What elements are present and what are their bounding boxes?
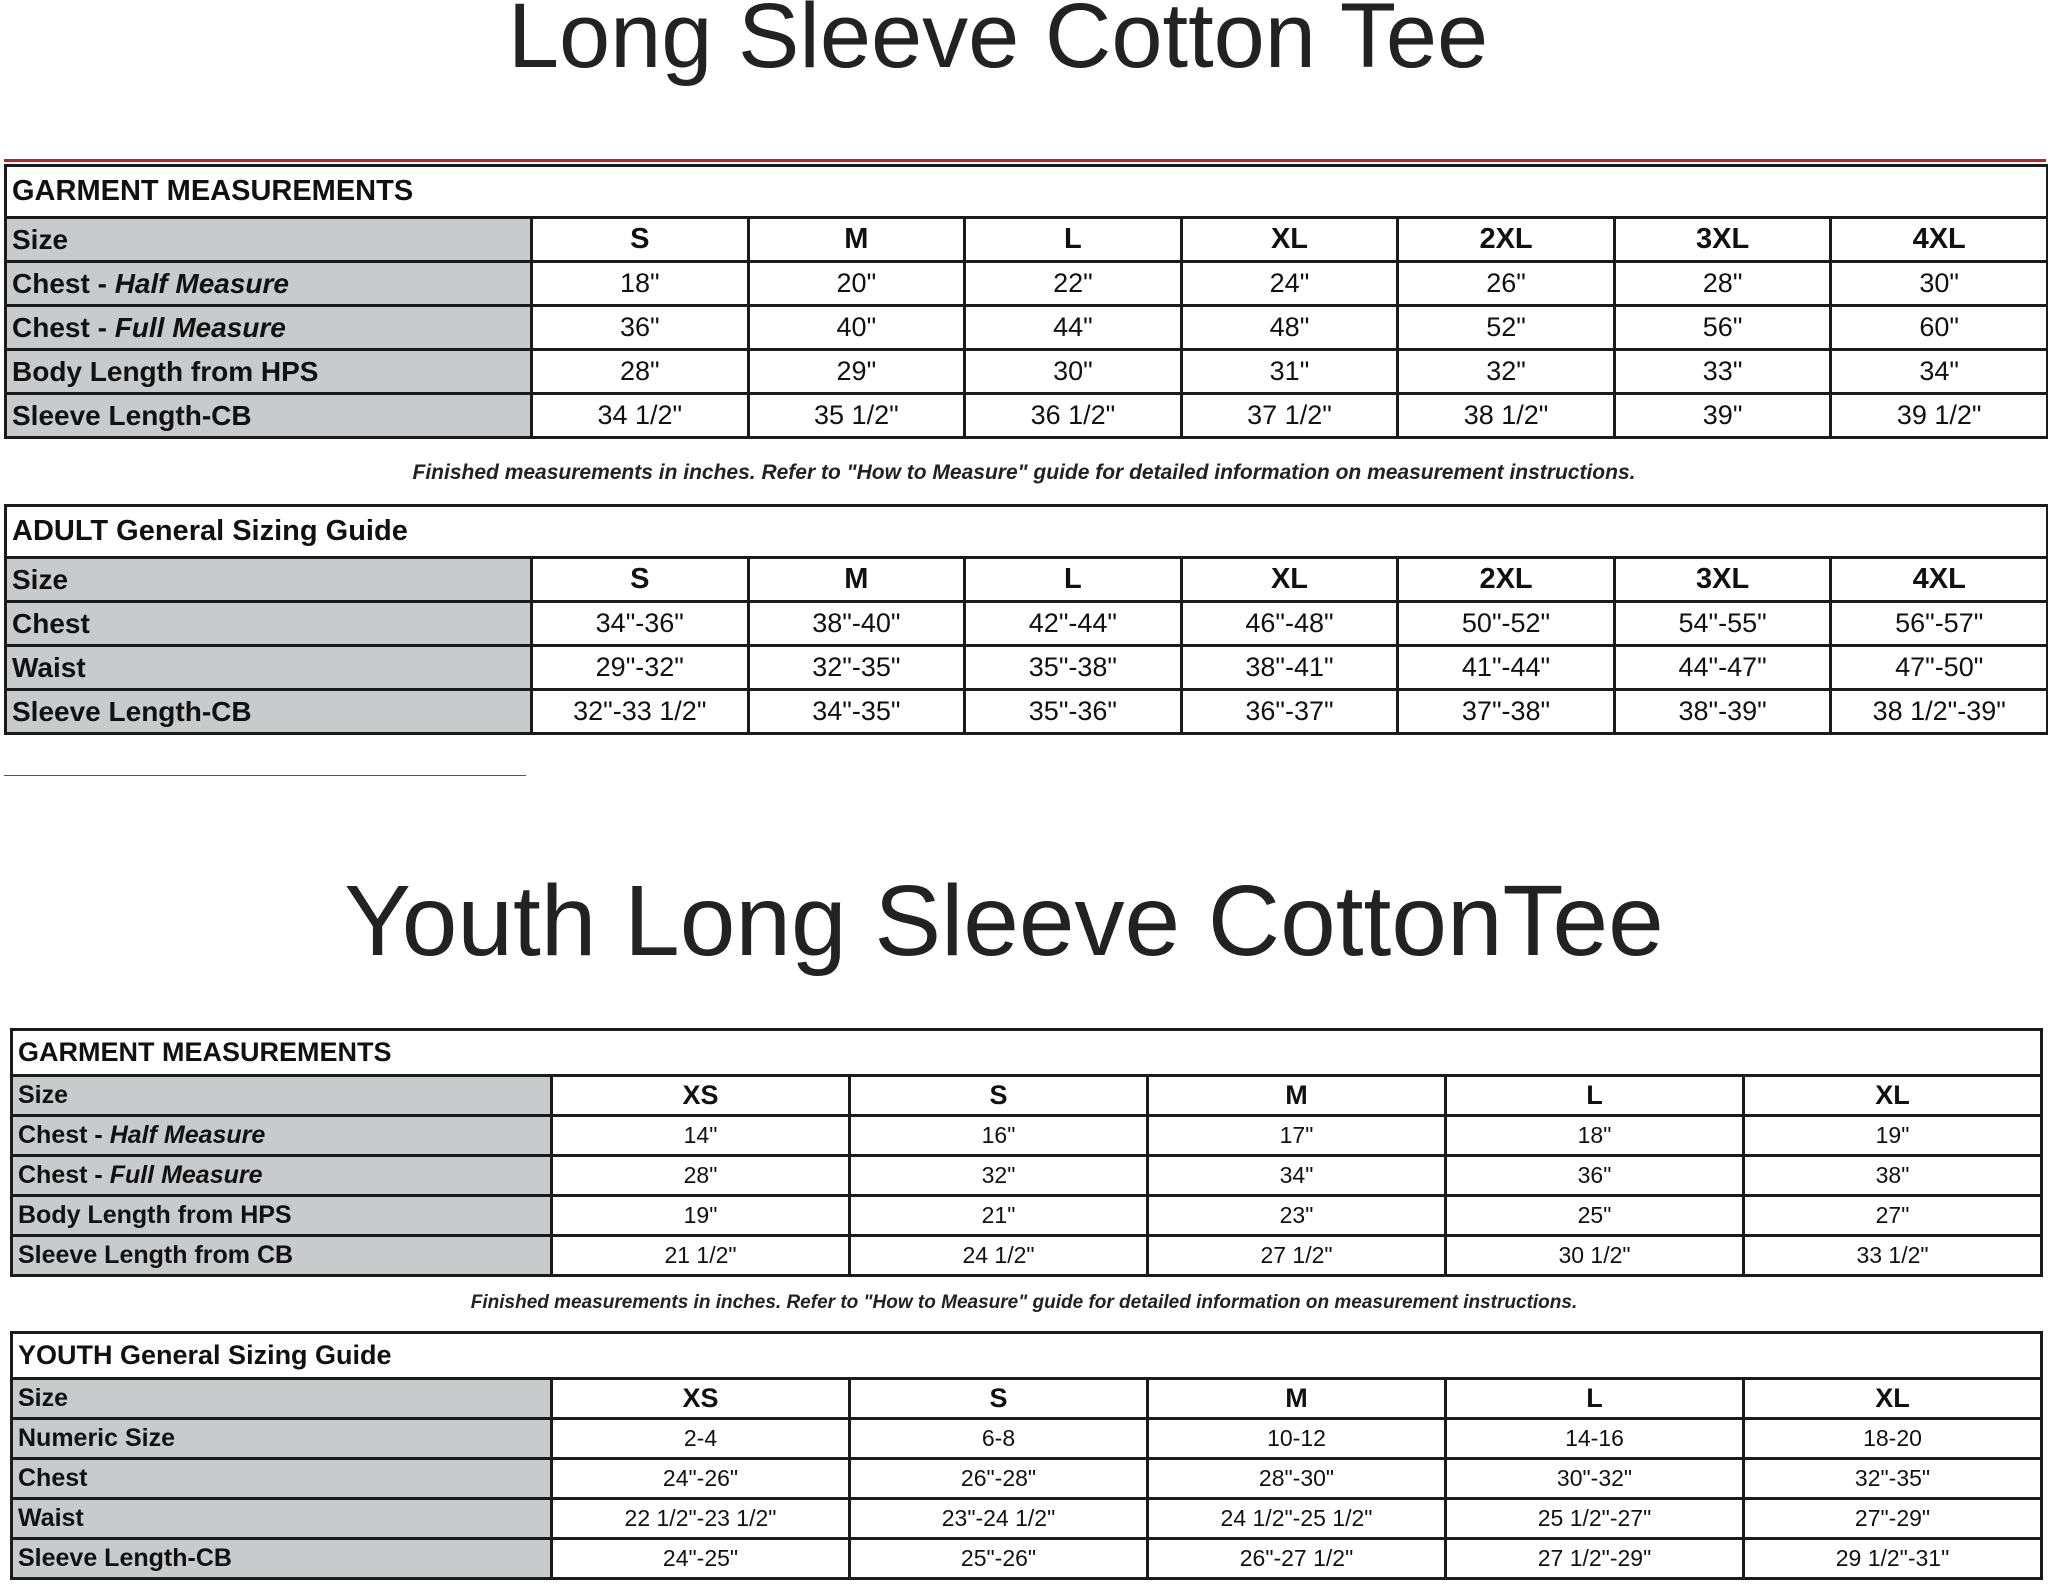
row-label-text: Chest - xyxy=(12,311,115,343)
row-label xyxy=(6,602,532,646)
measurement-cell: 37 1/2" xyxy=(1181,394,1398,438)
measurement-cell: 27 1/2" xyxy=(1148,1236,1446,1276)
table-row xyxy=(6,350,2048,394)
youth-page-title: Youth Long Sleeve CottonTee xyxy=(344,865,1664,977)
measurement-cell: 34"-35" xyxy=(748,690,965,734)
measurement-cell: 35"-36" xyxy=(965,690,1182,734)
measurement-cell: 27"-29" xyxy=(1744,1499,2042,1539)
section-divider-rule xyxy=(4,775,526,776)
table-row xyxy=(12,1459,2042,1499)
measurement-cell: 29"-32" xyxy=(532,646,749,690)
size-column-s: S xyxy=(850,1076,1148,1116)
table-row xyxy=(12,1499,2042,1539)
measurement-cell: 27 1/2"-29" xyxy=(1446,1539,1744,1579)
measurement-cell: 38"-39" xyxy=(1614,690,1831,734)
row-label-text: Chest xyxy=(18,1464,88,1492)
measurement-cell: 6-8 xyxy=(850,1419,1148,1459)
measurement-cell: 30" xyxy=(965,350,1182,394)
measurement-cell: 24 1/2"-25 1/2" xyxy=(1148,1499,1446,1539)
size-column-4xl: 4XL xyxy=(1831,218,2048,262)
measurement-cell: 30" xyxy=(1831,262,2048,306)
size-column-xl: XL xyxy=(1181,218,1398,262)
youth-measurement-note: Finished measurements in inches. Refer to "How to Measure" guide for detailed information on measurement instructions. xyxy=(470,1292,1578,1313)
size-column-m: M xyxy=(1148,1076,1446,1116)
row-label-text: Chest - xyxy=(18,1121,110,1149)
measurement-cell: 33" xyxy=(1614,350,1831,394)
row-label-text: Waist xyxy=(18,1504,84,1532)
measurement-cell: 40" xyxy=(748,306,965,350)
size-column-xl: XL xyxy=(1744,1076,2042,1116)
measurement-cell: 21 1/2" xyxy=(552,1236,850,1276)
row-label-text: Waist xyxy=(12,651,86,683)
measurement-cell: 32" xyxy=(850,1156,1148,1196)
measurement-cell: 24 1/2" xyxy=(850,1236,1148,1276)
measurement-cell: 38 1/2" xyxy=(1398,394,1615,438)
measurement-cell: 23" xyxy=(1148,1196,1446,1236)
youth-garment-measurements-table xyxy=(10,1028,2043,1277)
measurement-cell: 26"-27 1/2" xyxy=(1148,1539,1446,1579)
size-column-xl: XL xyxy=(1181,558,1398,602)
row-label xyxy=(6,690,532,734)
row-label xyxy=(12,1196,552,1236)
size-header-row xyxy=(12,1379,2042,1419)
measurement-cell: 41"-44" xyxy=(1398,646,1615,690)
measurement-cell: 39" xyxy=(1614,394,1831,438)
measurement-cell: 42"-44" xyxy=(965,602,1182,646)
size-column-3xl: 3XL xyxy=(1614,218,1831,262)
measurement-cell: 34" xyxy=(1148,1156,1446,1196)
measurement-cell: 32"-33 1/2" xyxy=(532,690,749,734)
size-column-xs: XS xyxy=(552,1076,850,1116)
size-column-4xl: 4XL xyxy=(1831,558,2048,602)
measurement-cell: 36" xyxy=(532,306,749,350)
measurement-cell: 23"-24 1/2" xyxy=(850,1499,1148,1539)
measurement-cell: 17" xyxy=(1148,1116,1446,1156)
measurement-cell: 25"-26" xyxy=(850,1539,1148,1579)
measurement-cell: 25" xyxy=(1446,1196,1744,1236)
measurement-cell: 14" xyxy=(552,1116,850,1156)
measurement-cell: 46"-48" xyxy=(1181,602,1398,646)
table-row xyxy=(12,1156,2042,1196)
measurement-cell: 21" xyxy=(850,1196,1148,1236)
measurement-cell: 32"-35" xyxy=(748,646,965,690)
measurement-cell: 28"-30" xyxy=(1148,1459,1446,1499)
measurement-cell: 35 1/2" xyxy=(748,394,965,438)
measurement-cell: 56" xyxy=(1614,306,1831,350)
size-column-s: S xyxy=(850,1379,1148,1419)
table-title: GARMENT MEASUREMENTS xyxy=(6,166,2048,218)
youth-sizing-guide-table xyxy=(10,1331,2043,1580)
table-row xyxy=(6,394,2048,438)
measurement-cell: 20" xyxy=(748,262,965,306)
measurement-cell: 50"-52" xyxy=(1398,602,1615,646)
size-column-xs: XS xyxy=(552,1379,850,1419)
row-label xyxy=(6,306,532,350)
measurement-cell: 16" xyxy=(850,1116,1148,1156)
measurement-cell: 36"-37" xyxy=(1181,690,1398,734)
size-row-label: Size xyxy=(12,1379,552,1419)
measurement-cell: 26" xyxy=(1398,262,1615,306)
measurement-cell: 30 1/2" xyxy=(1446,1236,1744,1276)
size-column-l: L xyxy=(965,558,1182,602)
table-row xyxy=(12,1236,2042,1276)
measurement-cell: 56"-57" xyxy=(1831,602,2048,646)
size-column-2xl: 2XL xyxy=(1398,218,1615,262)
measurement-cell: 29" xyxy=(748,350,965,394)
table-row xyxy=(12,1539,2042,1579)
measurement-cell: 2-4 xyxy=(552,1419,850,1459)
measurement-cell: 18" xyxy=(532,262,749,306)
row-label-text: Chest - xyxy=(12,267,115,299)
size-header-row xyxy=(12,1076,2042,1116)
table-row xyxy=(6,262,2048,306)
measurement-cell: 48" xyxy=(1181,306,1398,350)
row-label-text: Body Length from HPS xyxy=(18,1201,292,1229)
measurement-cell: 35"-38" xyxy=(965,646,1182,690)
adult-measurement-note: Finished measurements in inches. Refer to "How to Measure" guide for detailed information on measurement instructions. xyxy=(412,461,1636,484)
measurement-cell: 44" xyxy=(965,306,1182,350)
row-label-qualifier: Full Measure xyxy=(114,311,286,343)
measurement-cell: 39 1/2" xyxy=(1831,394,2048,438)
row-label-text: Sleeve Length-CB xyxy=(18,1544,232,1572)
size-column-l: L xyxy=(1446,1076,1744,1116)
measurement-cell: 31" xyxy=(1181,350,1398,394)
measurement-cell: 36" xyxy=(1446,1156,1744,1196)
red-divider-line xyxy=(4,159,2046,162)
row-label-qualifier: Half Measure xyxy=(114,267,289,299)
table-row xyxy=(12,1116,2042,1156)
table-row xyxy=(6,306,2048,350)
table-title: YOUTH General Sizing Guide xyxy=(12,1333,2042,1379)
size-header-row xyxy=(6,218,2048,262)
measurement-cell: 18" xyxy=(1446,1116,1744,1156)
measurement-cell: 26"-28" xyxy=(850,1459,1148,1499)
row-label xyxy=(12,1419,552,1459)
row-label-text: Sleeve Length-CB xyxy=(12,695,252,727)
table-row xyxy=(6,690,2048,734)
measurement-cell: 38"-41" xyxy=(1181,646,1398,690)
measurement-cell: 24" xyxy=(1181,262,1398,306)
table-row xyxy=(12,1196,2042,1236)
row-label-text: Sleeve Length-CB xyxy=(12,399,252,431)
measurement-cell: 27" xyxy=(1744,1196,2042,1236)
size-column-m: M xyxy=(748,558,965,602)
size-header-row xyxy=(6,558,2048,602)
measurement-cell: 25 1/2"-27" xyxy=(1446,1499,1744,1539)
row-label-text: Chest - xyxy=(18,1161,110,1189)
measurement-cell: 14-16 xyxy=(1446,1419,1744,1459)
measurement-cell: 22" xyxy=(965,262,1182,306)
size-column-l: L xyxy=(1446,1379,1744,1419)
measurement-cell: 47"-50" xyxy=(1831,646,2048,690)
size-column-s: S xyxy=(532,558,749,602)
row-label xyxy=(12,1116,552,1156)
measurement-cell: 38"-40" xyxy=(748,602,965,646)
size-column-m: M xyxy=(1148,1379,1446,1419)
row-label-qualifier: Half Measure xyxy=(109,1121,266,1149)
row-label-qualifier: Full Measure xyxy=(109,1161,263,1189)
measurement-cell: 32" xyxy=(1398,350,1615,394)
measurement-cell: 19" xyxy=(1744,1116,2042,1156)
table-row xyxy=(12,1419,2042,1459)
adult-garment-measurements-table xyxy=(4,164,2048,439)
row-label xyxy=(12,1539,552,1579)
table-row xyxy=(6,646,2048,690)
measurement-cell: 24"-25" xyxy=(552,1539,850,1579)
measurement-cell: 18-20 xyxy=(1744,1419,2042,1459)
row-label-text: Numeric Size xyxy=(18,1424,176,1452)
measurement-cell: 34 1/2" xyxy=(532,394,749,438)
table-title: GARMENT MEASUREMENTS xyxy=(12,1030,2042,1076)
adult-sizing-guide-table xyxy=(4,504,2048,735)
measurement-cell: 19" xyxy=(552,1196,850,1236)
table-row xyxy=(6,602,2048,646)
row-label-text: Chest xyxy=(12,607,90,639)
measurement-cell: 28" xyxy=(552,1156,850,1196)
size-column-xl: XL xyxy=(1744,1379,2042,1419)
size-row-label: Size xyxy=(6,218,532,262)
measurement-cell: 44"-47" xyxy=(1614,646,1831,690)
measurement-cell: 22 1/2"-23 1/2" xyxy=(552,1499,850,1539)
measurement-cell: 32"-35" xyxy=(1744,1459,2042,1499)
row-label-text: Sleeve Length from CB xyxy=(18,1241,294,1269)
measurement-cell: 54"-55" xyxy=(1614,602,1831,646)
row-label xyxy=(6,350,532,394)
row-label-text: Body Length from HPS xyxy=(12,355,319,387)
size-column-3xl: 3XL xyxy=(1614,558,1831,602)
measurement-cell: 60" xyxy=(1831,306,2048,350)
measurement-cell: 33 1/2" xyxy=(1744,1236,2042,1276)
measurement-cell: 38" xyxy=(1744,1156,2042,1196)
table-title: ADULT General Sizing Guide xyxy=(6,506,2048,558)
measurement-cell: 29 1/2"-31" xyxy=(1744,1539,2042,1579)
measurement-cell: 38 1/2"-39" xyxy=(1831,690,2048,734)
measurement-cell: 34"-36" xyxy=(532,602,749,646)
row-label xyxy=(6,394,532,438)
measurement-cell: 36 1/2" xyxy=(965,394,1182,438)
row-label xyxy=(12,1499,552,1539)
measurement-cell: 28" xyxy=(532,350,749,394)
measurement-cell: 30"-32" xyxy=(1446,1459,1744,1499)
adult-page-title: Long Sleeve Cotton Tee xyxy=(507,0,1489,87)
measurement-cell: 10-12 xyxy=(1148,1419,1446,1459)
row-label xyxy=(6,262,532,306)
measurement-cell: 34" xyxy=(1831,350,2048,394)
measurement-cell: 52" xyxy=(1398,306,1615,350)
size-column-2xl: 2XL xyxy=(1398,558,1615,602)
size-column-m: M xyxy=(748,218,965,262)
row-label xyxy=(6,646,532,690)
size-column-l: L xyxy=(965,218,1182,262)
row-label xyxy=(12,1156,552,1196)
row-label xyxy=(12,1459,552,1499)
size-column-s: S xyxy=(532,218,749,262)
row-label xyxy=(12,1236,552,1276)
size-row-label: Size xyxy=(6,558,532,602)
measurement-cell: 28" xyxy=(1614,262,1831,306)
measurement-cell: 24"-26" xyxy=(552,1459,850,1499)
size-row-label: Size xyxy=(12,1076,552,1116)
measurement-cell: 37"-38" xyxy=(1398,690,1615,734)
